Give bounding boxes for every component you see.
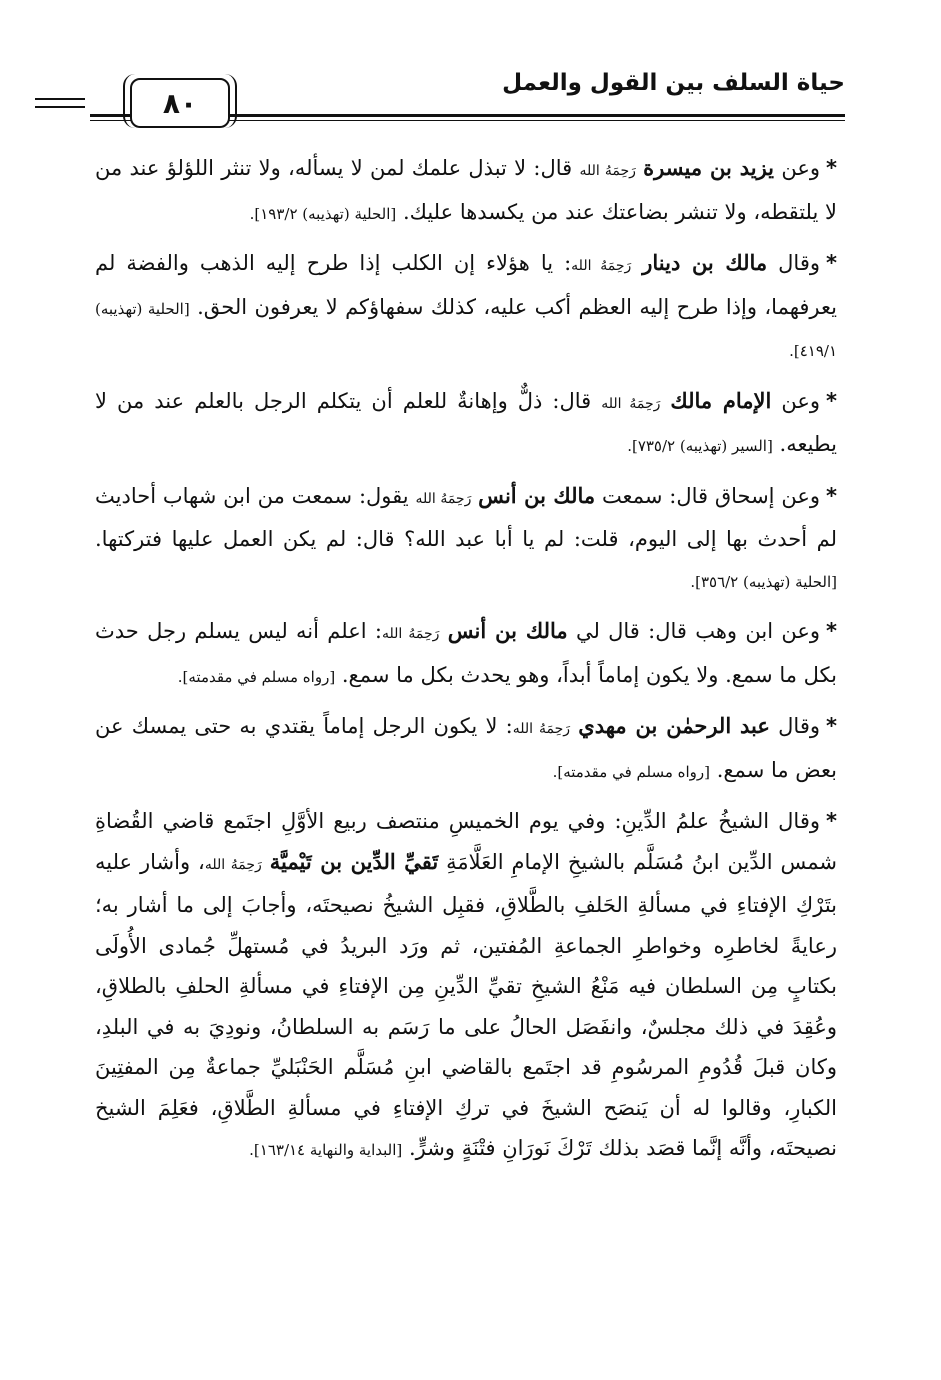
para-intro: وعن xyxy=(781,156,821,180)
para-intro: وقال xyxy=(778,714,820,738)
narrator-name: مالك بن دينار xyxy=(642,250,768,275)
bullet-star: * xyxy=(826,619,837,643)
honorific: رَحِمَهُ الله xyxy=(579,163,636,179)
para-intro: وعن إسحاق قال: سمعت xyxy=(601,483,820,508)
page-number: ٨٠ xyxy=(162,86,198,120)
bullet-star: * xyxy=(826,809,837,833)
quote-text: وقال الشيخُ علمُ الدِّينِ: وفي يوم الخميسِ منتصف ربيع الأوَّلِ اجتَمع قاضي القُضاةِ شمس الدِّين ابنُ مُسَلَّم بالشيخِ الإمامِ العَلَّامَةِ xyxy=(95,809,837,874)
honorific: رَحِمَهُ الله xyxy=(204,856,262,873)
citation: [رواه مسلم في مقدمته]. xyxy=(552,762,711,781)
paragraph-3 xyxy=(95,381,837,467)
narrator-name: يزيد بن ميسرة xyxy=(643,155,775,180)
narrator-name: مالك بن أنس xyxy=(447,618,568,643)
page-body xyxy=(95,148,837,1180)
quote-text: : لا يكون الرجل إماماً يقتدي به حتى يمسك عن بعض ما سمع. xyxy=(95,714,837,782)
citation: [رواه مسلم في مقدمته]. xyxy=(177,667,336,686)
quote-text: يقول: سمعت من ابن شهاب أحاديث لم أحدث بها إلى اليوم، قلت: لم يا أبا عبد الله؟ قال: لم يكن العمل عليها فتركتها. xyxy=(95,483,837,551)
paragraph-4 xyxy=(95,476,837,603)
header-ornament-lines xyxy=(35,98,85,114)
quote-text: : اعلم أنه ليس يسلم رجل حدث بكل ما سمع. ولا يكون إماماً أبداً، وهو يحدث بكل ما سمع. xyxy=(95,619,837,687)
citation: [البداية والنهاية ١٦٣/١٤]. xyxy=(249,1141,403,1159)
honorific: رَحِمَهُ الله xyxy=(381,626,440,642)
bullet-star: * xyxy=(826,388,837,413)
citation: [الحلية (تهذيبه) ٣٥٦/٢]. xyxy=(690,572,837,591)
citation: [الحلية (تهذيبه) ١٩٣/٢]. xyxy=(249,204,397,223)
paragraph-5 xyxy=(95,611,837,697)
bullet-star: * xyxy=(826,714,837,738)
citation: [الحلية (تهذيبه) ٤١٩/١]. xyxy=(95,299,837,360)
paragraph-6 xyxy=(95,706,837,792)
quote-text: قال: ذلٌّ وإهانةٌ للعلم أن يتكلم الرجل بالعلم عند من لا يطيعه. xyxy=(95,388,837,456)
bullet-star: * xyxy=(826,251,837,275)
honorific: رَحِمَهُ الله xyxy=(512,721,571,737)
narrator-name: تَقيِّ الدِّين بن تَيْميَّة xyxy=(269,848,439,874)
narrator-name: الإمام مالك xyxy=(670,387,772,413)
paragraph-1 xyxy=(95,148,837,234)
narrator-name: عبد الرحمٰن بن مهدي xyxy=(578,713,770,738)
quote-text: قال: لا تبذل علمك لمن لا يسأله، ولا تنثر اللؤلؤ عند من لا يلتقطه، ولا تنشر بضاعتك عند من يكسدها عليك. xyxy=(95,156,837,224)
quote-text-continued: ، وأشار عليه بتَرْكِ الإفتاءِ في مسألةِ الحَلفِ بالطَّلاقِ، فقبِل الشيخُ نصيحتَه، وأجابَ إلى ما أشار به؛ رعايةً لخاطرِه وخواطرِ الجماعةِ المُفتين، ثم ورَد البريدُ في مُستهلِّ جُمادى الأُولَى بكتابٍ مِن السلطان فيه مَنْعُ الشيخِ تقيِّ الدِّينِ مِن الإفتاءِ في مسألةِ الحلفِ بالطلاقِ، وعُقِدَ في ذلك مجلسٌ، وانفَصَل الحالُ على ما رَسَم به السلطانُ، ونودِيَ به في البلدِ، وكان قبلَ قُدُومِ المرسُومِ قد اجتَمع بالقاضي ابنِ مُسَلَّم الحَنْبَليِّ جماعةٌ مِن المفتِينَ الكبارِ، وقالوا له أن يَنصَح الشيخَ في تركِ الإفتاءِ في مسألةِ الطَّلاقِ، فعَلِمَ الشيخ نصيحتَه، وأنَّه إنَّما قصَد بذلك تَرْكَ نَورَانِ فتْنَةٍ وشرٍّ. xyxy=(95,849,837,1160)
page-header xyxy=(90,70,845,130)
honorific: رَحِمَهُ الله xyxy=(601,395,661,412)
para-intro: وعن xyxy=(781,388,821,413)
honorific: رَحِمَهُ الله xyxy=(571,258,632,274)
page-number-frame xyxy=(130,78,230,128)
bullet-star: * xyxy=(826,483,837,508)
citation: [السير (تهذيبه) ٧٣٥/٢]. xyxy=(627,437,773,455)
running-title: حياة السلف بين القول والعمل xyxy=(502,70,845,96)
paragraph-2 xyxy=(95,243,837,372)
narrator-name: مالك بن أنس xyxy=(478,482,596,508)
bullet-star: * xyxy=(826,156,837,180)
honorific: رَحِمَهُ الله xyxy=(415,490,472,507)
quote-text: : يا هؤلاء إن الكلب إذا طرح إليه الذهب والفضة لم يعرفهما، وإذا طرح إليه العظم أكب عليه، كذلك سفهاؤكم لا يعرفون الحق. xyxy=(95,251,837,319)
paragraph-7 xyxy=(95,801,837,1171)
para-intro: وعن ابن وهب قال: قال لي xyxy=(575,619,821,643)
para-intro: وقال xyxy=(778,251,820,275)
